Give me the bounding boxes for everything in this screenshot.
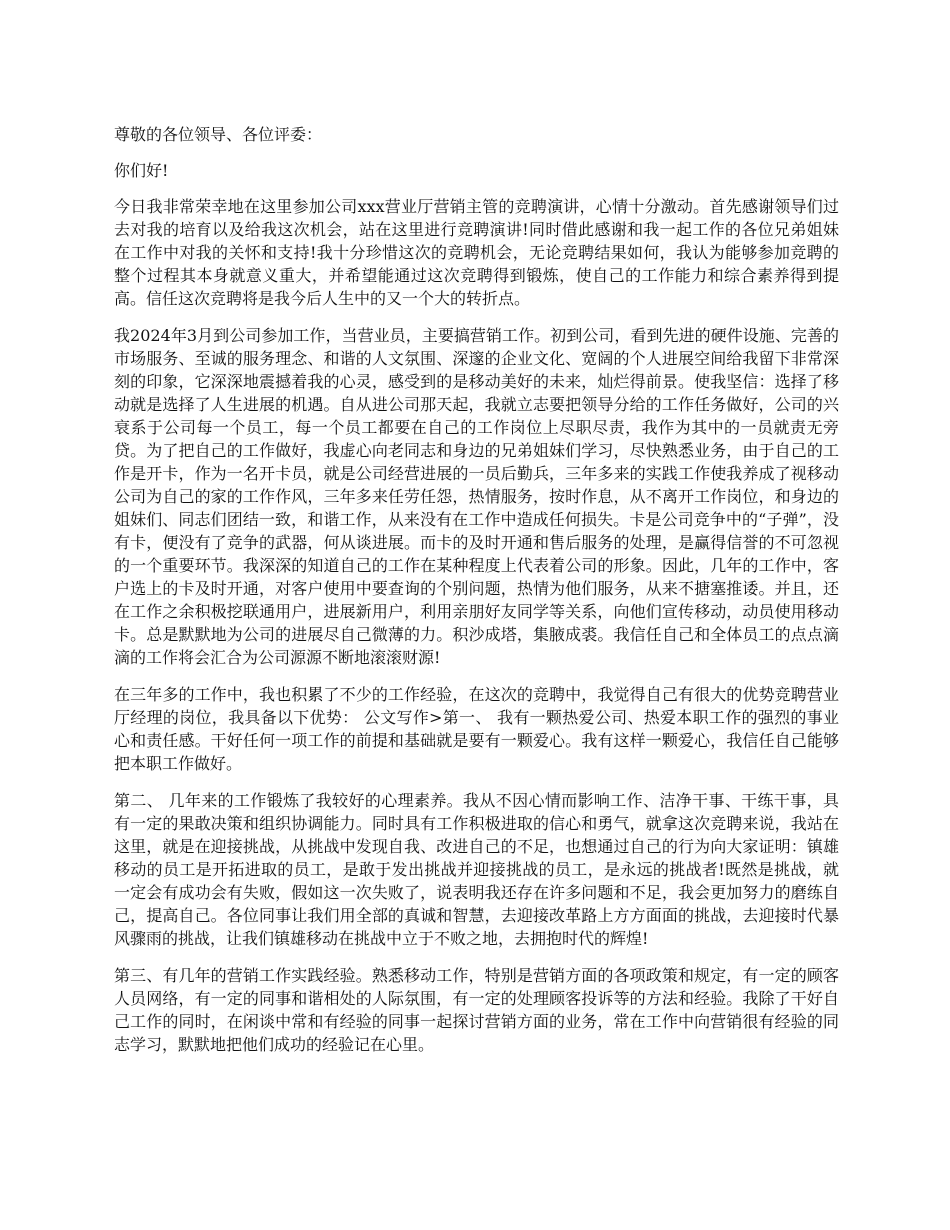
paragraph-advantage-second: 第二、 几年来的工作锻炼了我较好的心理素养。我从不因心情而影响工作、洁净干事、干练干事，具有一定的果敢决策和组织协调能力。同时具有工作积极进取的信心和勇气，就拿这次竞聘来说，我站在这里，就是在迎接挑战，从挑战中发现自我、改进自己的不足，也想通过自己的行为向大家证明：镇雄移动的员工是开拓进取的员工，是敢于发出挑战并迎接挑战的员工，是永远的挑战者!既然是挑战，就一定会有成功会有失败，假如这一次失败了，说表明我还存在许多问题和不足，我会更加努力的磨练自己，提高自己。各位同事让我们用全部的真诚和智慧，去迎接改革路上方方面面的挑战，去迎接时代暴风骤雨的挑战，让我们镇雄移动在挑战中立于不败之地，去拥抱时代的辉煌!	[114, 791, 839, 948]
paragraph-opening: 今日我非常荣幸地在这里参加公司xxx营业厅营销主管的竞聘演讲，心情十分激动。首先感谢领导们过去对我的培育以及给我这次机会，站在这里进行竞聘演讲!同时借此感谢和我一起工作的各位兄弟姐妹在工作中对我的关怀和支持!我十分珍惜这次的竞聘机会，无论竞聘结果如何，我认为能够参加竞聘的整个过程其本身就意义重大，并希望能通过这次竞聘得到锻炼，使自己的工作能力和综合素养得到提高。信任这次竞聘将是我今后人生中的又一个大的转折点。	[114, 197, 839, 308]
paragraph-advantage-third: 第三、有几年的营销工作实践经验。熟悉移动工作，特别是营销方面的各项政策和规定，有一定的顾客人员网络，有一定的同事和谐相处的人际氛围，有一定的处理顾客投诉等的方法和经验。我除了干好自己工作的同时，在闲谈中常和有经验的同事一起探讨营销方面的业务，常在工作中向营销很有经验的同志学习，默默地把他们成功的经验记在心里。	[114, 966, 839, 1054]
document-page	[114, 123, 839, 1070]
paragraph-work-history: 我2024年3月到公司参加工作，当营业员，主要搞营销工作。初到公司，看到先进的硬件设施、完善的市场服务、至诚的服务理念、和谐的人文氛围、深邃的企业文化、宽阔的个人进展空间给我留下非常深刻的印象，它深深地震撼着我的心灵，感受到的是移动美好的未来，灿烂得前景。使我坚信：选择了移动就是选择了人生进展的机遇。自从进公司那天起，我就立志要把领导分给的工作任务做好，公司的兴衰系于公司每一个员工，每一个员工都要在自己的工作岗位上尽职尽责，我作为其中的一员就责无旁贷。为了把自己的工作做好，我虚心向老同志和身边的兄弟姐妹们学习，尽快熟悉业务，由于自己的工作是开卡，作为一名开卡员，就是公司经营进展的一员后勤兵，三年多来的实践工作使我养成了视移动公司为自己的家的工作作风，三年多来任劳任怨，热情服务，按时作息，从不离开工作岗位，和身边的姐妹们、同志们团结一致，和谐工作，从来没有在工作中造成任何损失。卡是公司竞争中的“子弹”，没有卡，便没有了竞争的武器，何从谈进展。而卡的及时开通和售后服务的处理，是赢得信誉的不可忽视的一个重要环节。我深深的知道自己的工作在某种程度上代表着公司的形象。因此，几年的工作中，客户选上的卡及时开通，对客户使用中要查询的个别问题，热情为他们服务，从来不搪塞推诿。并且，还在工作之余积极挖联通用户，进展新用户，利用亲朋好友同学等关系，向他们宣传移动，动员使用移动卡。总是默默地为公司的进展尽自己微薄的力。积沙成塔，集腋成裘。我信任自己和全体员工的点点滴滴的工作将会汇合为公司源源不断地滚滚财源!	[114, 326, 839, 667]
greeting: 你们好!	[114, 161, 169, 180]
paragraph-advantage-first: 在三年多的工作中，我也积累了不少的工作经验，在这次的竞聘中，我觉得自己有很大的优势竞聘营业厅经理的岗位，我具备以下优势： 公文写作>第一、 我有一颗热爱公司、热爱本职工作的强烈的事业心和责任感。干好任何一项工作的前提和基础就是要有一颗爱心。我有这样一颗爱心，我信任自己能够把本职工作做好。	[114, 685, 839, 773]
salutation: 尊敬的各位领导、各位评委：	[114, 125, 323, 144]
